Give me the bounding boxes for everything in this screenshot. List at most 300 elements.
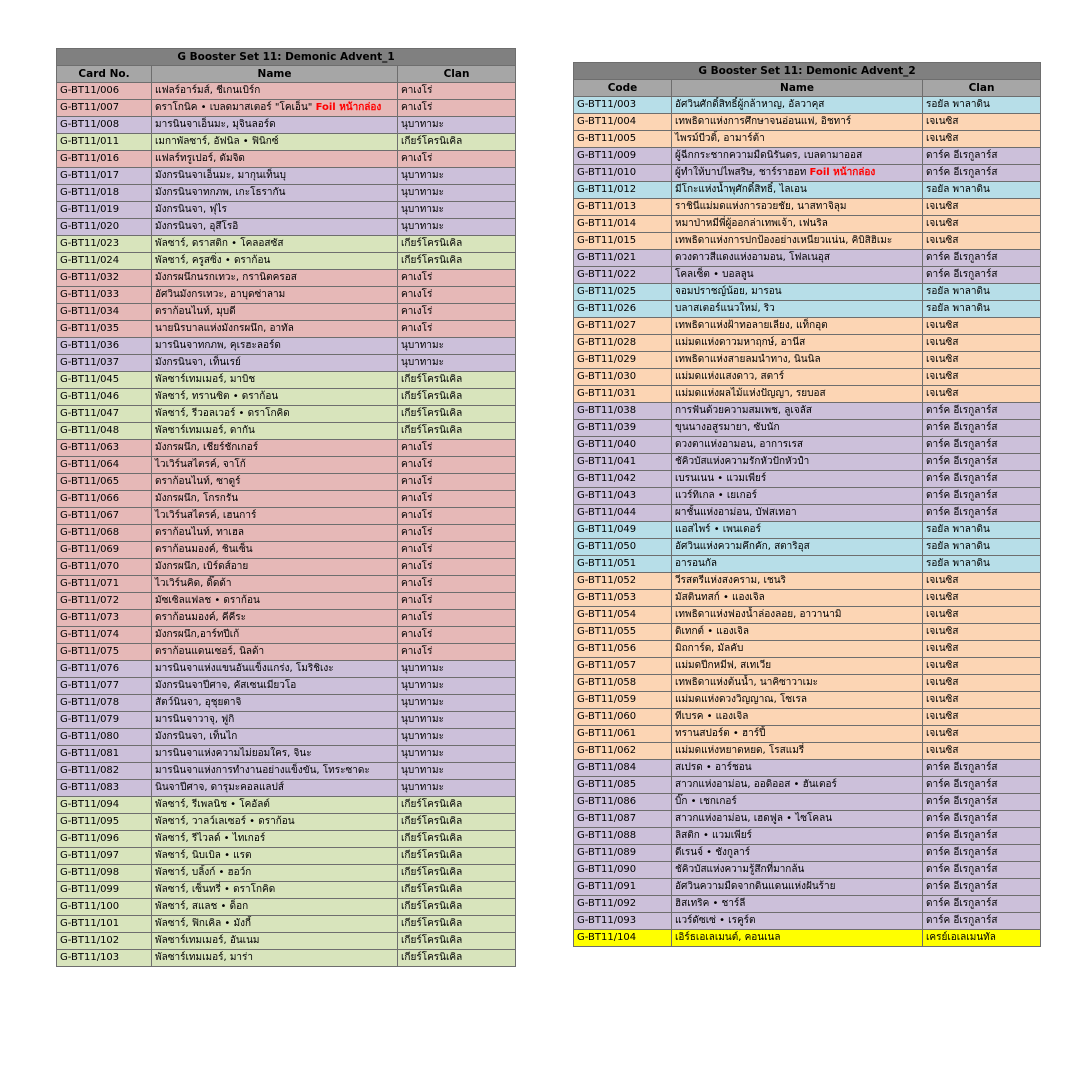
clan-cell: เจเนซิส (923, 607, 1041, 624)
card-name-cell (672, 267, 923, 284)
card-code-cell: G-BT11/029 (574, 352, 672, 369)
card-name-text: การฟันด้วยความสมเพช, ลูเจลัส (675, 405, 812, 416)
card-name-text: อัศวินแห่งความคึกคัก, สตาริอุส (675, 541, 810, 552)
card-name-text: มังกรนินจาเอ็นมะ, มากุนเท็นบุ (155, 170, 286, 181)
table-row (574, 233, 1041, 250)
clan-cell: รอยัล พาลาดิน (923, 182, 1041, 199)
table-row (574, 386, 1041, 403)
card-code-cell: G-BT11/074 (57, 627, 152, 644)
table-row (57, 916, 516, 933)
card-name-text: แฟลร์ทรูเปอร์, ดัมจิด (155, 153, 245, 164)
card-code-cell: G-BT11/095 (57, 814, 152, 831)
table-row (574, 284, 1041, 301)
card-name-text: พัลซาร์, ทรานซิต • ดราก้อน (155, 391, 279, 402)
card-name-text: แม่มดแห่งดวงวิญญาณ, โซเรล (675, 694, 808, 705)
clan-cell: เกียร์โครนิเคิล (398, 848, 516, 865)
card-code-cell: G-BT11/098 (57, 865, 152, 882)
table-row (57, 406, 516, 423)
card-name-text: พัลซาร์, ดราสติก • โคลอสซัส (155, 238, 284, 249)
clan-cell: เกียร์โครนิเคิล (398, 814, 516, 831)
card-name-cell (672, 97, 923, 114)
card-code-cell: G-BT11/097 (57, 848, 152, 865)
card-name-text: มารนินจาทกภพ, คุเรฮะลอร์ด (155, 340, 281, 351)
card-name-text: แม่มดแห่งแสงดาว, สตาร์ (675, 371, 785, 382)
card-name-cell (152, 916, 398, 933)
card-name-cell (152, 814, 398, 831)
card-code-cell: G-BT11/059 (574, 692, 672, 709)
card-name-cell (152, 644, 398, 661)
clan-cell: เจเนซิส (923, 692, 1041, 709)
clan-cell: ดาร์ค อีเรกูลาร์ส (923, 420, 1041, 437)
card-name-cell (672, 811, 923, 828)
card-code-cell: G-BT11/096 (57, 831, 152, 848)
card-code-cell: G-BT11/078 (57, 695, 152, 712)
card-name-cell (672, 488, 923, 505)
table-row (57, 610, 516, 627)
card-name-cell (672, 114, 923, 131)
card-code-cell: G-BT11/099 (57, 882, 152, 899)
card-name-text: แฟลร์อาร์มส์, ชีเกนเบิร์ก (155, 85, 261, 96)
card-name-cell (672, 879, 923, 896)
card-name-text: ฮิสเทริค • ชาร์ลี (675, 898, 746, 909)
card-code-cell: G-BT11/067 (57, 508, 152, 525)
card-name-cell (672, 607, 923, 624)
clan-cell: นุบาทามะ (398, 661, 516, 678)
card-name-text: สเปรด • อาร์ชอน (675, 762, 752, 773)
table-row (57, 304, 516, 321)
clan-cell: เจเนซิส (923, 216, 1041, 233)
card-code-cell: G-BT11/032 (57, 270, 152, 287)
card-name-text: ไพรม์บีวติ้, อามาร์ต้า (675, 133, 765, 144)
clan-cell: เจเนซิส (923, 641, 1041, 658)
card-name-cell (672, 386, 923, 403)
clan-cell: คาเงโร่ (398, 508, 516, 525)
clan-cell: เจเนซิส (923, 233, 1041, 250)
table-row (574, 556, 1041, 573)
table-row (574, 709, 1041, 726)
clan-cell: เจเนซิส (923, 590, 1041, 607)
table-row (57, 202, 516, 219)
card-name-cell (152, 372, 398, 389)
card-name-text: ราชินีแม่มดแห่งการอวยชัย, นาสทาจิลุม (675, 201, 847, 212)
card-code-cell: G-BT11/072 (57, 593, 152, 610)
table-row (57, 491, 516, 508)
card-name-text: มารนินจาแห่งการทำงานอย่างแข็งขัน, โทระซาดะ (155, 765, 370, 776)
clan-cell: นุบาทามะ (398, 117, 516, 134)
clan-cell: คาเงโร่ (398, 525, 516, 542)
card-name-text: ลิสติก • แวมเพียร์ (675, 830, 752, 841)
card-code-cell: G-BT11/060 (574, 709, 672, 726)
clan-cell: เจเนซิส (923, 114, 1041, 131)
clan-cell: คาเงโร่ (398, 593, 516, 610)
table-row (57, 338, 516, 355)
card-name-text: มารนินจาแห่งแขนอันแข็งแกร่ง, โมริชิเงะ (155, 663, 334, 674)
clan-cell: เจเนซิส (923, 199, 1041, 216)
clan-cell: รอยัล พาลาดิน (923, 284, 1041, 301)
clan-cell: เกียร์โครนิเคิล (398, 933, 516, 950)
card-name-text: เทพธิดาแห่งการปกป้องอย่างเหนียวแน่น, คิบิสิฮิเมะ (675, 235, 893, 246)
table-body (574, 97, 1041, 947)
clan-cell: เกียร์โครนิเคิล (398, 134, 516, 151)
card-name-text: มังกรนินจา, อุสึโรอิ (155, 221, 239, 232)
card-name-cell (672, 131, 923, 148)
clan-cell: ดาร์ค อีเรกูลาร์ส (923, 403, 1041, 420)
foil-note: Foil หน้ากล่อง (809, 167, 876, 178)
clan-cell: เจเนซิส (923, 658, 1041, 675)
foil-note: Foil หน้ากล่อง (315, 102, 382, 113)
card-code-cell: G-BT11/086 (574, 794, 672, 811)
table-row (574, 437, 1041, 454)
card-name-cell (672, 148, 923, 165)
card-code-cell: G-BT11/068 (57, 525, 152, 542)
card-name-cell (152, 525, 398, 542)
clan-cell: ดาร์ค อีเรกูลาร์ส (923, 845, 1041, 862)
card-code-cell: G-BT11/004 (574, 114, 672, 131)
card-name-cell (672, 352, 923, 369)
card-name-text: มังกรนินจา, เท็นเรย์ (155, 357, 241, 368)
card-code-cell: G-BT11/094 (57, 797, 152, 814)
table-row (574, 97, 1041, 114)
card-name-text: เทพธิดาแห่งต้นน้ำ, นาคิซาวาเมะ (675, 677, 819, 688)
card-code-cell: G-BT11/041 (574, 454, 672, 471)
clan-cell: ดาร์ค อีเรกูลาร์ส (923, 862, 1041, 879)
card-name-cell (672, 573, 923, 590)
card-name-text: เอิร์ธเอเลเมนต์, คอนเนล (675, 932, 781, 943)
clan-cell: ดาร์ค อีเรกูลาร์ส (923, 505, 1041, 522)
card-code-cell: G-BT11/044 (574, 505, 672, 522)
card-name-cell (672, 794, 923, 811)
card-name-cell (152, 848, 398, 865)
card-name-cell (152, 168, 398, 185)
card-code-cell: G-BT11/033 (57, 287, 152, 304)
clan-cell: นุบาทามะ (398, 763, 516, 780)
card-name-text: ทีเบรค • แองเจิล (675, 711, 749, 722)
card-name-cell (152, 253, 398, 270)
card-name-cell (672, 301, 923, 318)
table-row (57, 559, 516, 576)
table-row (57, 644, 516, 661)
clan-cell: เจเนซิส (923, 709, 1041, 726)
card-name-cell (152, 236, 398, 253)
card-name-text: สัตว์นินจา, อุชุยตาจิ (155, 697, 242, 708)
table-row (574, 454, 1041, 471)
clan-cell: เกียร์โครนิเคิล (398, 882, 516, 899)
card-code-cell: G-BT11/075 (57, 644, 152, 661)
card-name-text: มังกรนินจา, ฟุไร (155, 204, 227, 215)
clan-cell: เจเนซิส (923, 624, 1041, 641)
card-code-cell: G-BT11/035 (57, 321, 152, 338)
card-name-text: ชัคิวบัสแห่งความรักหัวปักหัวปำ (675, 456, 810, 467)
clan-cell: นุบาทามะ (398, 219, 516, 236)
card-code-cell: G-BT11/058 (574, 675, 672, 692)
clan-cell: นุบาทามะ (398, 712, 516, 729)
card-name-text: ดราก้อนมองค์, คีคีระ (155, 612, 247, 623)
clan-cell: เกียร์โครนิเคิล (398, 253, 516, 270)
card-name-cell (152, 712, 398, 729)
card-name-cell (152, 83, 398, 100)
card-name-cell (152, 338, 398, 355)
card-code-cell: G-BT11/103 (57, 950, 152, 967)
clan-cell: คาเงโร่ (398, 287, 516, 304)
card-name-text: บิ๊ก • เชกเกอร์ (675, 796, 737, 807)
card-name-text: มังกรผนึก,อาร์ทปีเก้ (155, 629, 240, 640)
clan-cell: เจเนซิส (923, 318, 1041, 335)
card-name-cell (672, 692, 923, 709)
card-code-cell: G-BT11/079 (57, 712, 152, 729)
card-code-cell: G-BT11/073 (57, 610, 152, 627)
card-name-cell (672, 522, 923, 539)
card-name-text: แวร์ดัซเซ่ • เรคูร์ต (675, 915, 756, 926)
card-code-cell: G-BT11/005 (574, 131, 672, 148)
clan-cell: เจเนซิส (923, 131, 1041, 148)
table-row (574, 913, 1041, 930)
card-code-cell: G-BT11/085 (574, 777, 672, 794)
clan-cell: คาเงโร่ (398, 83, 516, 100)
card-name-text: ไวเวิร์นสไตรค์, เฮนการ์ (155, 510, 257, 521)
card-name-cell (152, 474, 398, 491)
card-code-cell: G-BT11/084 (574, 760, 672, 777)
table-row (57, 950, 516, 967)
card-name-cell (672, 454, 923, 471)
card-name-text: แม่มดแห่งดาวมหาฤกษ์, อานีส (675, 337, 806, 348)
card-code-cell: G-BT11/088 (574, 828, 672, 845)
clan-cell: คาเงโร่ (398, 321, 516, 338)
table-row (57, 593, 516, 610)
card-name-text: พัลซาร์, นิบเบิล • แรต (155, 850, 252, 861)
card-name-text: พัลซาร์เทมเมอร์, มาบิช (155, 374, 256, 385)
card-name-text: พัลซาร์เทมเมอร์, มาร่า (155, 952, 254, 963)
clan-cell: รอยัล พาลาดิน (923, 97, 1041, 114)
clan-cell: เกียร์โครนิเคิล (398, 236, 516, 253)
card-name-cell (672, 199, 923, 216)
card-code-cell: G-BT11/056 (574, 641, 672, 658)
card-name-text: หมาป่าหมีพี่ผู้ออกล่าเทพเจ้า, เฟนริล (675, 218, 828, 229)
table-row (574, 930, 1041, 947)
card-code-cell: G-BT11/015 (574, 233, 672, 250)
card-name-cell (672, 165, 923, 182)
card-name-text: พัลซาร์, รีวอลเวอร์ • ดราโกคิด (155, 408, 290, 419)
card-code-cell: G-BT11/104 (574, 930, 672, 947)
table-row (574, 505, 1041, 522)
card-code-cell: G-BT11/009 (574, 148, 672, 165)
clan-cell: ดาร์ค อีเรกูลาร์ส (923, 148, 1041, 165)
card-code-cell: G-BT11/081 (57, 746, 152, 763)
card-name-text: ผู้ทำให้บาปไพสริษ, ชาร์ราฮอท (675, 167, 807, 178)
card-name-text: พัลซาร์, รีไวลด์ • ไทเกอร์ (155, 833, 266, 844)
card-name-cell (152, 542, 398, 559)
card-code-cell: G-BT11/047 (57, 406, 152, 423)
card-name-cell (672, 284, 923, 301)
card-name-text: ดวงตาแห่งอามอน, อาการเรส (675, 439, 803, 450)
card-name-cell (152, 678, 398, 695)
card-name-text: พัลซาร์, วาลว์เลเซอร์ • ดราก้อน (155, 816, 295, 827)
card-name-text: มังกรผนึก, เบิร์ดส์อาย (155, 561, 249, 572)
card-code-cell: G-BT11/010 (574, 165, 672, 182)
table-row (574, 369, 1041, 386)
table-row (574, 862, 1041, 879)
card-code-cell: G-BT11/070 (57, 559, 152, 576)
table-row (574, 777, 1041, 794)
card-name-cell (672, 658, 923, 675)
card-name-text: ดราก้อนไนท์, มุบดี (155, 306, 236, 317)
clan-cell: ดาร์ค อีเรกูลาร์ส (923, 879, 1041, 896)
table-row (57, 389, 516, 406)
table-row (574, 522, 1041, 539)
table-row (57, 712, 516, 729)
card-name-text: ดราก้อนแดนเซอร์, นิลด้า (155, 646, 265, 657)
clan-cell: เครย์เอเลเมนทัล (923, 930, 1041, 947)
table-row (574, 692, 1041, 709)
table-row (57, 151, 516, 168)
clan-cell: ดาร์ค อีเรกูลาร์ส (923, 777, 1041, 794)
card-name-text: ขุนนางอสูรมายา, ซับนัก (675, 422, 780, 433)
table-row (574, 896, 1041, 913)
table-row (574, 131, 1041, 148)
table-row (57, 508, 516, 525)
card-code-cell: G-BT11/064 (57, 457, 152, 474)
card-name-cell (152, 100, 398, 117)
card-code-cell: G-BT11/023 (57, 236, 152, 253)
card-name-text: แม่มดแห่งหยาดหยด, โรสแมรี่ (675, 745, 805, 756)
card-code-cell: G-BT11/022 (574, 267, 672, 284)
table-row (574, 794, 1041, 811)
card-name-text: พัลซาร์, บลิ้งก์ • ฮอว์ก (155, 867, 252, 878)
clan-cell: เจเนซิส (923, 386, 1041, 403)
table-row (574, 624, 1041, 641)
table-row (57, 576, 516, 593)
table-row (57, 661, 516, 678)
table-row (57, 831, 516, 848)
card-name-cell (672, 743, 923, 760)
clan-cell: คาเงโร่ (398, 491, 516, 508)
table-row (574, 760, 1041, 777)
card-name-cell (152, 406, 398, 423)
table-row (574, 182, 1041, 199)
card-code-cell: G-BT11/011 (57, 134, 152, 151)
clan-cell: ดาร์ค อีเรกูลาร์ส (923, 250, 1041, 267)
table-row (574, 539, 1041, 556)
card-name-text: มารนินจาเอ็นมะ, มุจินลอร์ด (155, 119, 276, 130)
card-code-cell: G-BT11/101 (57, 916, 152, 933)
clan-cell: ดาร์ค อีเรกูลาร์ส (923, 437, 1041, 454)
clan-cell: นุบาทามะ (398, 746, 516, 763)
clan-cell: คาเงโร่ (398, 576, 516, 593)
card-name-cell (152, 304, 398, 321)
card-code-cell: G-BT11/052 (574, 573, 672, 590)
table-row (57, 695, 516, 712)
clan-cell: เกียร์โครนิเคิล (398, 372, 516, 389)
card-name-cell (152, 185, 398, 202)
table-row (57, 117, 516, 134)
card-name-text: มารนินจาวาจุ, ฟูกิ (155, 714, 235, 725)
card-name-text: มังกรนินจาปีศาจ, คัสเซนเมียวโอ (155, 680, 297, 691)
card-name-text: เทพธิดาแห่งฝ้าทอลายเลียง, แท็กอุต (675, 320, 828, 331)
clan-cell: ดาร์ค อีเรกูลาร์ส (923, 828, 1041, 845)
table-row (57, 270, 516, 287)
column-header-clan: Clan (398, 66, 516, 83)
card-name-cell (152, 219, 398, 236)
card-code-cell: G-BT11/071 (57, 576, 152, 593)
table-row (574, 488, 1041, 505)
table-row (574, 675, 1041, 692)
clan-cell: คาเงโร่ (398, 100, 516, 117)
column-header-card-no: Card No. (57, 66, 152, 83)
table-row (57, 372, 516, 389)
card-name-text: เบรนเนน • แวมเพียร์ (675, 473, 767, 484)
card-name-cell (672, 896, 923, 913)
card-name-cell (672, 420, 923, 437)
card-name-text: แอสไพร์ • เพนเดอร์ (675, 524, 761, 535)
table-row (57, 236, 516, 253)
clan-cell: ดาร์ค อีเรกูลาร์ส (923, 454, 1041, 471)
clan-cell: เกียร์โครนิเคิล (398, 389, 516, 406)
card-code-cell: G-BT11/020 (57, 219, 152, 236)
clan-cell: ดาร์ค อีเรกูลาร์ส (923, 760, 1041, 777)
card-name-text: นายนิรบาลแห่งมังกรผนึก, อาทัล (155, 323, 294, 334)
card-code-cell: G-BT11/076 (57, 661, 152, 678)
card-name-cell (672, 862, 923, 879)
card-name-text: มังกรนินจาทกภพ, เกะโธรากัน (155, 187, 286, 198)
card-code-cell: G-BT11/046 (57, 389, 152, 406)
card-code-cell: G-BT11/077 (57, 678, 152, 695)
card-name-cell (152, 780, 398, 797)
card-code-cell: G-BT11/027 (574, 318, 672, 335)
card-code-cell: G-BT11/036 (57, 338, 152, 355)
card-code-cell: G-BT11/062 (574, 743, 672, 760)
table-row (57, 83, 516, 100)
clan-cell: เจเนซิส (923, 573, 1041, 590)
card-code-cell: G-BT11/016 (57, 151, 152, 168)
clan-cell: เกียร์โครนิเคิล (398, 831, 516, 848)
table-row (574, 420, 1041, 437)
card-name-text: สาวกแห่งอาม่อน, ออดิออส • ฮันเตอร์ (675, 779, 837, 790)
card-name-cell (152, 117, 398, 134)
card-code-cell: G-BT11/007 (57, 100, 152, 117)
clan-cell: นุบาทามะ (398, 338, 516, 355)
clan-cell: เจเนซิส (923, 335, 1041, 352)
table-row (574, 726, 1041, 743)
card-code-cell: G-BT11/045 (57, 372, 152, 389)
clan-cell: เจเนซิส (923, 743, 1041, 760)
card-code-cell: G-BT11/048 (57, 423, 152, 440)
clan-cell: คาเงโร่ (398, 151, 516, 168)
table-row (57, 814, 516, 831)
card-name-cell (152, 508, 398, 525)
table-row (574, 471, 1041, 488)
card-name-cell (672, 182, 923, 199)
card-list-table-1 (56, 48, 516, 967)
card-name-text: ผาชั้นแห่งอาม่อน, บัฟสเทอา (675, 507, 797, 518)
card-code-cell: G-BT11/031 (574, 386, 672, 403)
table-row (57, 933, 516, 950)
card-name-cell (672, 913, 923, 930)
table-row (574, 267, 1041, 284)
card-code-cell: G-BT11/090 (574, 862, 672, 879)
clan-cell: คาเงโร่ (398, 304, 516, 321)
card-name-cell (152, 933, 398, 950)
card-name-cell (672, 505, 923, 522)
card-list-table-2 (573, 62, 1041, 947)
clan-cell: เกียร์โครนิเคิล (398, 916, 516, 933)
card-name-text: ชัคิวบัสแห่งความรู้สึกที่มากล้น (675, 864, 805, 875)
card-name-text: มารนินจาแห่งความไม่ยอมใคร, จินะ (155, 748, 312, 759)
clan-cell: คาเงโร่ (398, 474, 516, 491)
card-code-cell: G-BT11/080 (57, 729, 152, 746)
card-code-cell: G-BT11/043 (574, 488, 672, 505)
card-name-text: ดีเรนจ์ • ชังกูลาร์ (675, 847, 751, 858)
card-name-text: วีรสตรีแห่งสงคราม, เชนริ (675, 575, 786, 586)
card-name-cell (152, 440, 398, 457)
